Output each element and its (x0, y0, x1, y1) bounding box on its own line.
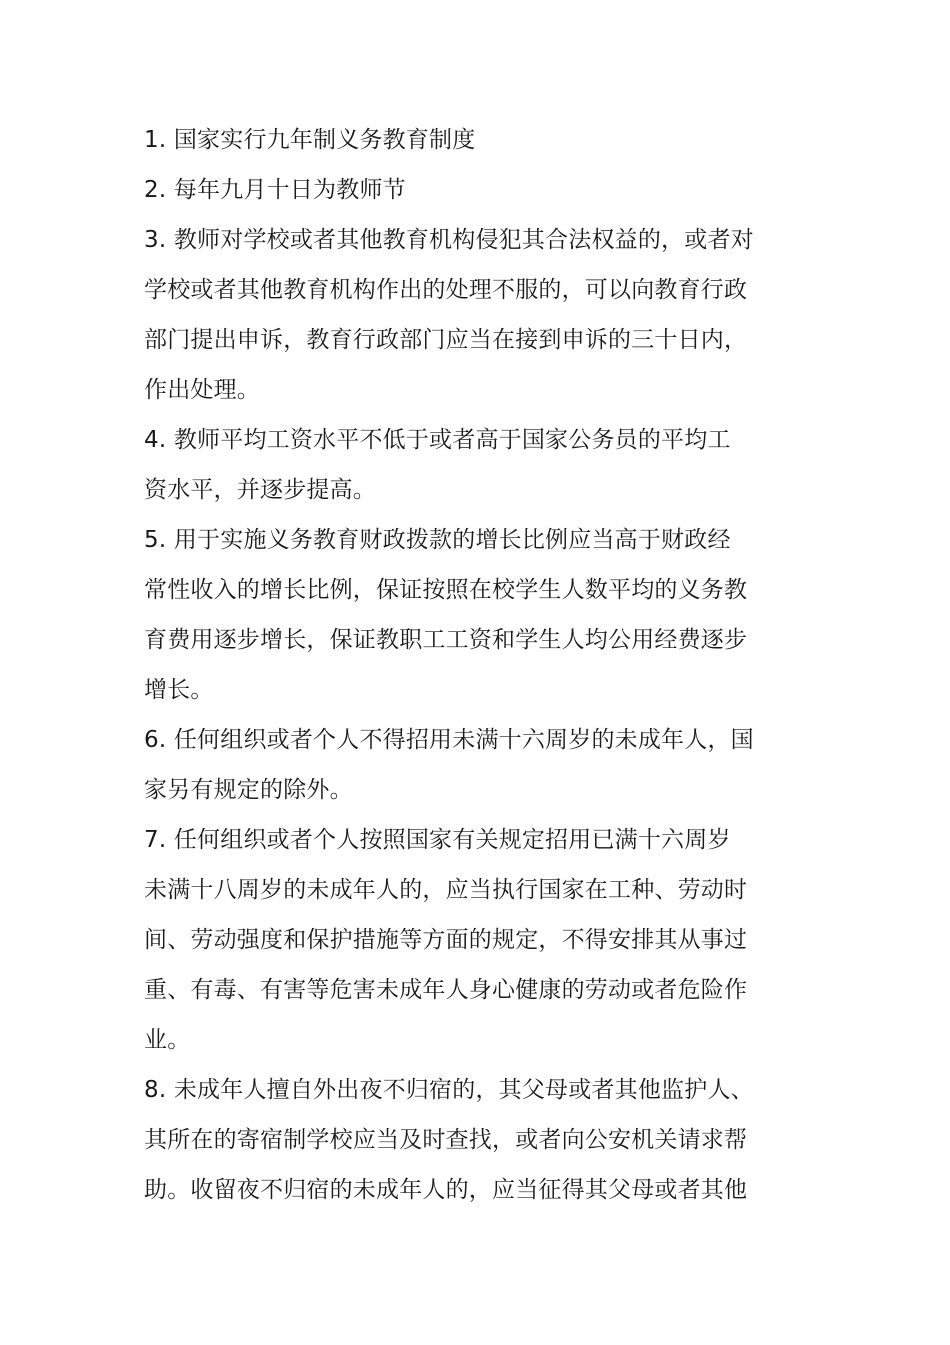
text-line: 学校或者其他教育机构作出的处理不服的，可以向教育行政 (144, 277, 748, 303)
text-line: 常性收入的增长比例，保证按照在校学生人数平均的义务教 (144, 577, 748, 603)
text-line: 增长。 (144, 677, 214, 703)
text-line: 8. 未成年人擅自外出夜不归宿的，其父母或者其他监护人、 (144, 1077, 754, 1103)
text-line: 资水平，并逐步提高。 (144, 477, 376, 503)
text-line: 2. 每年九月十日为教师节 (144, 177, 406, 203)
text-line: 业。 (144, 1027, 191, 1053)
text-line: 间、劳动强度和保护措施等方面的规定，不得安排其从事过 (144, 927, 748, 953)
document-body (144, 115, 754, 1215)
text-line: 6. 任何组织或者个人不得招用未满十六周岁的未成年人，国 (144, 727, 754, 753)
text-line: 未满十八周岁的未成年人的，应当执行国家在工种、劳动时 (144, 877, 748, 903)
text-line: 部门提出申诉，教育行政部门应当在接到申诉的三十日内， (144, 327, 748, 353)
text-line: 育费用逐步增长，保证教职工工资和学生人均公用经费逐步 (144, 627, 748, 653)
text-line: 3. 教师对学校或者其他教育机构侵犯其合法权益的，或者对 (144, 227, 754, 253)
text-line: 7. 任何组织或者个人按照国家有关规定招用已满十六周岁 (144, 827, 731, 853)
text-line: 助。收留夜不归宿的未成年人的，应当征得其父母或者其他 (144, 1177, 748, 1203)
text-line: 重、有毒、有害等危害未成年人身心健康的劳动或者危险作 (144, 977, 748, 1003)
text-line: 家另有规定的除外。 (144, 777, 353, 803)
text-line: 作出处理。 (144, 377, 260, 403)
text-line: 其所在的寄宿制学校应当及时查找，或者向公安机关请求帮 (144, 1127, 748, 1153)
text-line: 4. 教师平均工资水平不低于或者高于国家公务员的平均工 (144, 427, 731, 453)
text-line: 1. 国家实行九年制义务教育制度 (144, 127, 476, 153)
text-line: 5. 用于实施义务教育财政拨款的增长比例应当高于财政经 (144, 527, 731, 553)
